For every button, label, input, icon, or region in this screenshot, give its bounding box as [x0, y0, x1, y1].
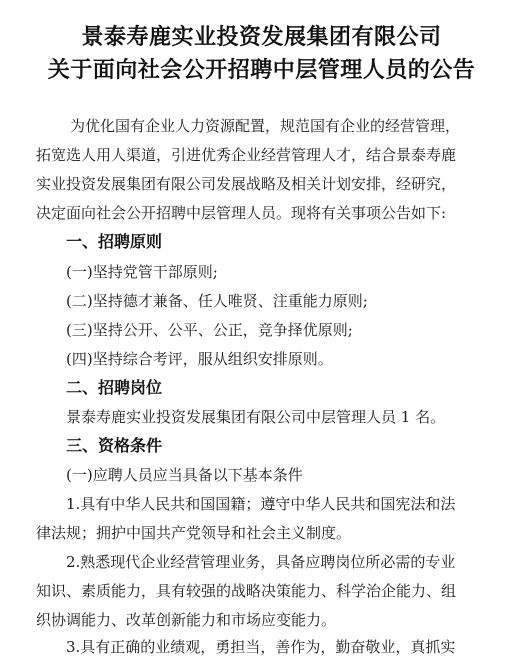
qualification-2-line-3: 织协调能力、改革创新能力和市场应变能力。 [36, 611, 337, 629]
qualification-2-line-2: 知识、素质能力，具有较强的战略决策能力、科学治企能力、组 [36, 582, 457, 600]
intro-line-4: 决定面向社会公开招聘中层管理人员。现将有关事项公告如下: [36, 204, 447, 222]
qualifications-subheading: (一)应聘人员应当具备以下基本条件 [66, 466, 303, 484]
principle-item: (三)坚持公开、公平、公正，竞争择优原则; [66, 321, 353, 339]
qualification-1-line-1: 1.具有中华人民共和国国籍；遵守中华人民共和国宪法和法 [66, 495, 456, 513]
qualification-3-line-1: 3.具有正确的业绩观，勇担当，善作为，勤奋敬业，真抓实 [66, 638, 456, 656]
document-title-line-1: 景泰寿鹿实业投资发展集团有限公司 [81, 24, 442, 50]
position-text: 景泰寿鹿实业投资发展集团有限公司中层管理人员 1 名。 [66, 408, 446, 426]
qualification-1-line-2: 律法规；拥护中国共产党领导和社会主义制度。 [36, 524, 352, 542]
section-heading-positions: 二、招聘岗位 [66, 378, 163, 397]
principle-item: (二)坚持德才兼备、任人唯贤、注重能力原则; [66, 292, 368, 310]
qualification-2-line-1: 2.熟悉现代企业经营管理业务，具备应聘岗位所必需的专业 [66, 553, 456, 571]
intro-line-2: 拓宽选人用人渠道，引进优秀企业经营管理人才，结合景泰寿鹿 [36, 146, 457, 164]
document-title-line-2: 关于面向社会公开招聘中层管理人员的公告 [47, 57, 476, 83]
section-heading-principles: 一、招聘原则 [66, 232, 163, 251]
section-heading-qualifications: 三、资格条件 [66, 436, 163, 455]
principle-item: (四)坚持综合考评，服从组织安排原则。 [66, 350, 333, 368]
intro-line-3: 实业投资发展集团有限公司发展战略及相关计划安排，经研究， [36, 175, 457, 193]
principle-item: (一)坚持党管干部原则; [66, 263, 218, 281]
intro-line-1: 为优化国有企业人力资源配置，规范国有企业的经营管理， [70, 117, 461, 135]
